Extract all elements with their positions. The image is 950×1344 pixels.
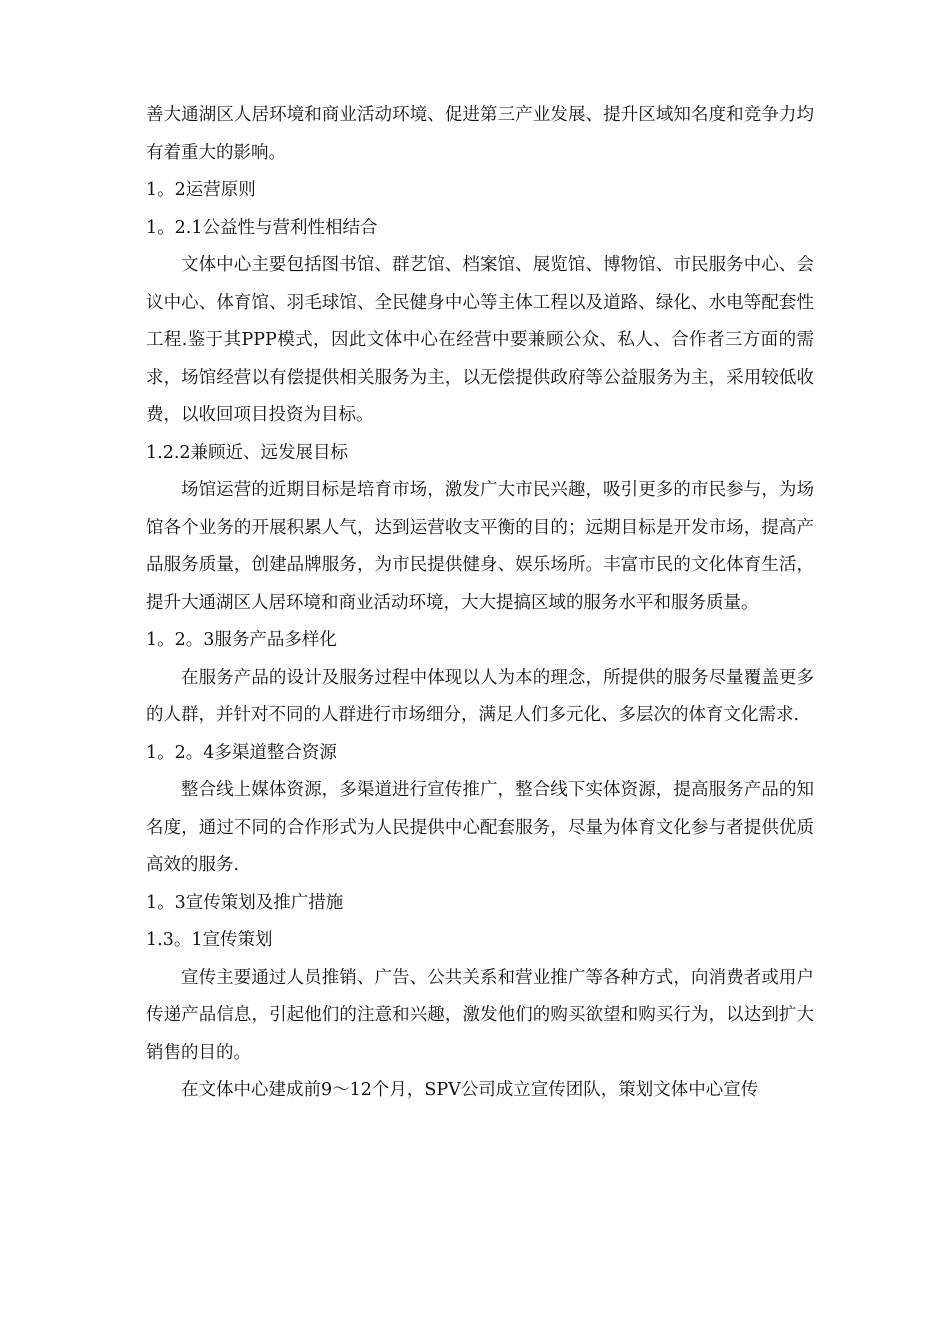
subsection-heading-product-diversity: 1。2。3服务产品多样化 xyxy=(146,630,337,650)
section-heading-operation-principles: 1。2运营原则 xyxy=(146,180,256,200)
paragraph-body: 文体中心主要包括图书馆、群艺馆、档案馆、展览馆、博物馆、市民服务中心、会议中心、体育馆、羽毛球馆、全民健身中心等主体工程以及道路、绿化、水电等配套性工程.鉴于其PPP模式，因此文体中心在经营中要兼顾公众、私人、合作者三方面的需求，场馆经营以有偿提供相关服务为主，以无偿提供政府等公益服务为主，采用较低收费，以收回项目投资为目标。 xyxy=(146,255,814,425)
paragraph-continuation: 善大通湖区人居环境和商业活动环境、促进第三产业发展、提升区域知名度和竞争力均有着重大的影响。 xyxy=(146,105,814,163)
paragraph-body: 宣传主要通过人员推销、广告、公共关系和营业推广等各种方式，向消费者或用户传递产品信息，引起他们的注意和兴趣，激发他们的购买欲望和购买行为，以达到扩大销售的目的。 xyxy=(146,967,814,1063)
paragraph-body: 在文体中心建成前9～12个月，SPV公司成立宣传团队，策划文体中心宣传 xyxy=(181,1080,759,1100)
subsection-heading-development-goals: 1.2.2兼顾近、远发展目标 xyxy=(146,442,349,463)
paragraph-body: 整合线上媒体资源，多渠道进行宣传推广，整合线下实体资源，提高服务产品的知名度，通过不同的合作形式为人民提供中心配套服务，尽量为体育文化参与者提供优质高效的服务. xyxy=(146,780,814,875)
document-page xyxy=(146,97,814,1110)
subsection-heading-public-welfare: 1。2.1公益性与营利性相结合 xyxy=(146,217,378,238)
subsection-heading-promotion-planning: 1.3。1宣传策划 xyxy=(146,930,273,950)
subsection-heading-resource-integration: 1。2。4多渠道整合资源 xyxy=(146,742,337,763)
paragraph-body: 场馆运营的近期目标是培育市场，激发广大市民兴趣，吸引更多的市民参与，为场馆各个业务的开展积累人气，达到运营收支平衡的目的；远期目标是开发市场，提高产品服务质量，创建品牌服务，为市民提供健身、娱乐场所。丰富市民的文化体育生活，提升大通湖区人居环境和商业活动环境，大大提搞区域的服务水平和服务质量。 xyxy=(146,480,814,613)
section-heading-promotion: 1。3宣传策划及推广措施 xyxy=(146,892,344,913)
paragraph-body: 在服务产品的设计及服务过程中体现以人为本的理念，所提供的服务尽量覆盖更多的人群，并针对不同的人群进行市场细分，满足人们多元化、多层次的体育文化需求. xyxy=(146,667,814,725)
